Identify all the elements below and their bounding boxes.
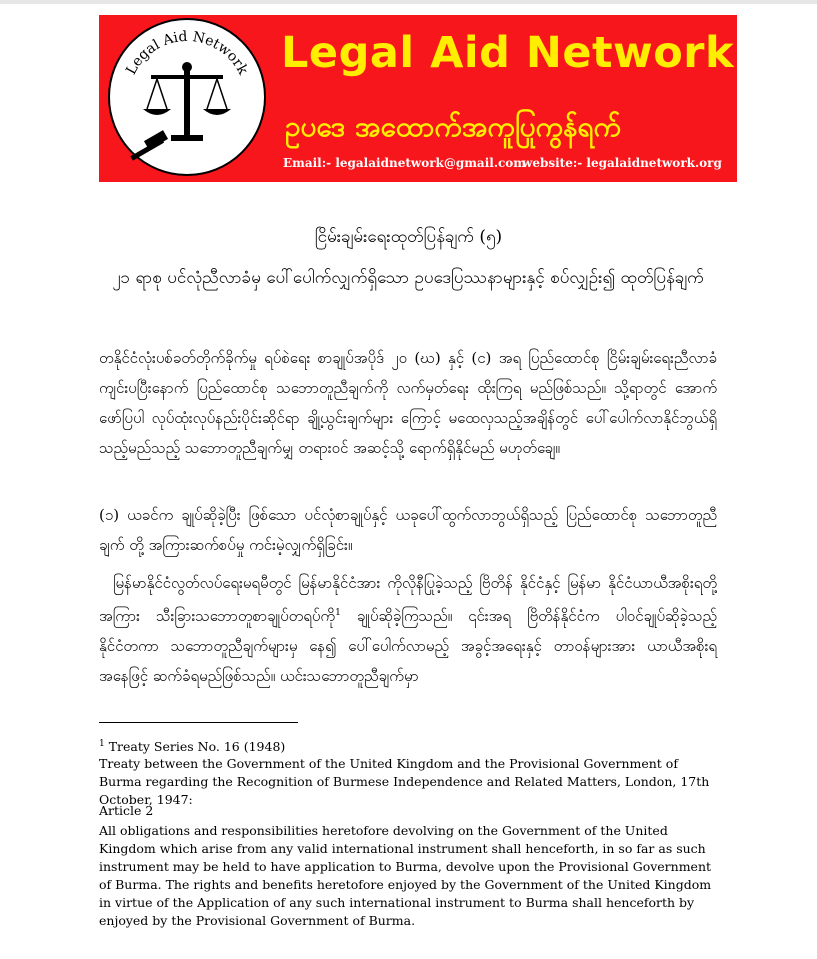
paragraph-point-1: (၁) ယခင်က ချုပ်ဆိုခဲ့ပြီး ဖြစ်သော ပင်လုံစာချုပ်နှင့် ယခုပေါ်ထွက်လာဘွယ်ရှိသည့် ပြည်ထောင်စု သဘောတူညီချက် တို့ အကြားဆက်စပ်မှု ကင်းမဲ့လျှက်ရှိခြင်း။: [99, 506, 717, 554]
contact-email[interactable]: Email:- legalaidnetwork@gmail.com: [283, 156, 527, 170]
page-top-border: [0, 0, 817, 4]
footnote-reference[interactable]: 1: [335, 608, 341, 618]
paragraph-body-part2: ချုပ်ဆိုခဲ့ကြသည်။ ၎င်းအရ ဗြိတိန်နိုင်ငံက ပါဝင်ချုပ်ဆိုခဲ့သည့် နိုင်ငံတကာ သဘောတူညီချက်များမှ နေ၍ ပေါ်ပေါက်လာမည့် အခွင့်အရေးနှင့် တာဝန်များအား ယာယီအစိုးရအနေဖြင့် ဆက်ခံရမည်ဖြစ်သည်။ ယင်းသဘောတူညီချက်မှာ: [99, 607, 718, 685]
paragraph-body-part1: မြန်မာနိုင်ငံလွတ်လပ်ရေးမရမီတွင် မြန်မာနိုင်ငံအား ကိုလိုနီပြုခဲ့သည့် ဗြိတိန် နိုင်ငံနှင့် မြန်မာ နိုင်ငံယာယီအစိုးရတို့အကြား သီးခြားသဘောတူစာချုပ်တရပ်ကို: [99, 574, 717, 625]
footnote-citation-text: Treaty Series No. 16 (1948): [104, 739, 286, 755]
banner-subtitle: ဥပဒေ အထောက်အကူပြုကွန်ရက်: [285, 110, 621, 143]
footnote-citation: [99, 735, 717, 756]
footnote-divider: [99, 722, 298, 723]
statement-title: ငြိမ်းချမ်းရေးထုတ်ပြန်ချက် (၅): [314, 227, 503, 247]
footnote-article-text: All obligations and responsibilities heretofore devolving on the Government of the United Kingdom which arise from any valid international instrument shall henceforth, in so far as such instrument may be held to have application to Burma, devolve upon the Provisional Government of Burma. The rights and benefits heretofore enjoyed by the Government of the United Kingdom in virtue of the Application of any such international instrument to Burma shall henceforth by enjoyed by the Provisional Government of Burma.: [99, 823, 712, 928]
contact-website[interactable]: website:- legalaidnetwork.org: [522, 156, 722, 170]
statement-subtitle: ၂၁ ရာစု ပင်လုံညီလာခံမှ ပေါ်ပေါက်လျှက်ရှိသော ဥပဒေပြဿနာများနှင့် စပ်လျှဉ်း၍ ထုတ်ပြန်ချက်: [112, 268, 704, 288]
footnote-article-heading: Article 2: [99, 803, 154, 818]
scales-of-justice-logo: [107, 17, 267, 177]
banner-title: Legal Aid Network: [281, 28, 735, 78]
paragraph-intro: တနိုင်ငံလုံးပစ်ခတ်တိုက်ခိုက်မှု ရပ်စဲရေး စာချုပ်အပိုဒ် ၂၀ (ဃ) နှင့် (င) အရ ပြည်ထောင်စု ငြိမ်းချမ်းရေးညီလာခံကျင်းပပြီးနောက် ပြည်ထောင်စု သဘောတူညီချက်ကို လက်မှတ်ရေး ထိုးကြရ မည်ဖြစ်သည်။ သို့ရာတွင် အောက်ဖော်ပြပါ လုပ်ထုံးလုပ်နည်းပိုင်းဆိုင်ရာ ချို့ယွင်းချက်များ ကြောင့် မထေလှသည့်အချိန်တွင် ပေါ်ပေါက်လာနိုင်ဘွယ်ရှိသည့်မည်သည့် သဘောတူညီချက်မျှ တရားဝင် အဆင့်သို့ ရောက်ရှိနိုင်မည် မဟုတ်ချေ။: [99, 349, 717, 457]
logo-arc-text: Legal Aid Network: [123, 28, 251, 78]
footnote-treaty-title: Treaty between the Government of the United Kingdom and the Provisional Government of Burma regarding the Recognition of Burmese Independence and Related Matters, London, 17th October, 1947:: [99, 756, 710, 807]
paragraph-body: [99, 568, 717, 691]
footnote-marker: 1: [99, 739, 105, 749]
